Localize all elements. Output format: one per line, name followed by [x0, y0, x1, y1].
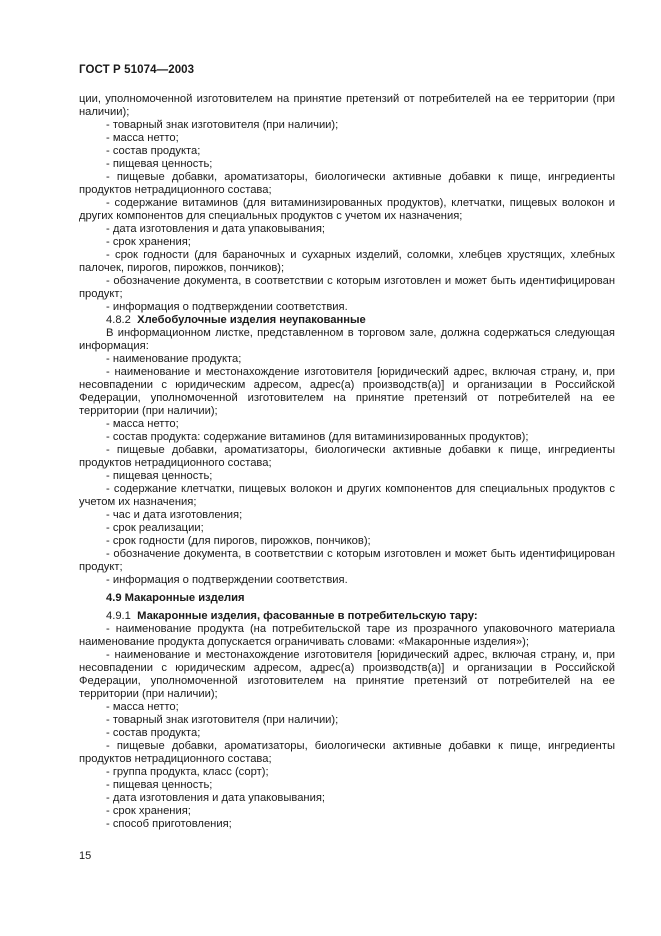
- list-item: - дата изготовления и дата упаковывания;: [106, 792, 326, 804]
- section-number: 4.9.1: [106, 610, 131, 622]
- list-item: - срок годности (для бараночных и сухарных изделий, соломки, хлебцев хрустящих, хлебных палочек, пирогов, пирожков, пончиков);: [79, 249, 615, 274]
- paragraph: В информационном листке, представленном в торговом зале, должна содержаться следующая информация:: [79, 327, 615, 352]
- list-item: - час и дата изготовления;: [106, 509, 243, 521]
- section-title: Макаронные изделия, фасованные в потребительскую тару:: [137, 610, 478, 622]
- list-item: - пищевые добавки, ароматизаторы, биологически активные добавки к пище, ингредиенты продуктов нетрадиционного состава;: [79, 444, 615, 469]
- list-item: - способ приготовления;: [106, 818, 232, 830]
- list-item: - обозначение документа, в соответствии с которым изготовлен и может быть идентифицирован продукт;: [79, 275, 615, 300]
- list-item: - дата изготовления и дата упаковывания;: [106, 223, 326, 235]
- list-item: - наименование продукта (на потребительской таре из прозрачного упаковочного материала наименование продукта допускается ограничивать словами: «Макаронные изделия»);: [79, 623, 615, 648]
- section-heading-4-9-1: [79, 610, 615, 623]
- list-item: - масса нетто;: [106, 132, 179, 144]
- list-item: - состав продукта: содержание витаминов (для витаминизированных продуктов);: [106, 431, 529, 443]
- list-item: - обозначение документа, в соответствии с которым изготовлен и может быть идентифицирован продукт;: [79, 548, 615, 573]
- list-item: - содержание клетчатки, пищевых волокон и других компонентов для специальных продуктов с учетом их назначения;: [79, 483, 615, 508]
- list-item: - информация о подтверждении соответствия.: [106, 574, 348, 586]
- list-item: - группа продукта, класс (сорт);: [106, 766, 269, 778]
- list-item: - товарный знак изготовителя (при наличии);: [106, 714, 339, 726]
- list-item: - состав продукта;: [106, 727, 201, 739]
- list-item: - срок реализации;: [106, 522, 204, 534]
- page-body: [79, 93, 615, 831]
- list-item: - информация о подтверждении соответствия.: [106, 301, 348, 313]
- list-item: - товарный знак изготовителя (при наличии);: [106, 119, 339, 131]
- list-item: - масса нетто;: [106, 701, 179, 713]
- document-code: ГОСТ Р 51074—2003: [79, 64, 195, 76]
- page-number: 15: [79, 850, 92, 862]
- paragraph: ции, уполномоченной изготовителем на принятие претензий от потребителей на ее территории (при наличии);: [79, 93, 615, 118]
- section-heading-4-8-2: [79, 314, 615, 327]
- list-item: - наименование и местонахождение изготовителя [юридический адрес, включая страну, и, при несовпадении с юридическим адресом, адрес(а) производств(а)] и организации в Российской Федерации, уполномоченной изготовителем на принятие претензий от потребителей на ее территории (при наличии);: [79, 649, 615, 700]
- section-number: 4.8.2: [106, 314, 131, 326]
- list-item: - срок годности (для пирогов, пирожков, пончиков);: [106, 535, 371, 547]
- list-item: - пищевая ценность;: [106, 470, 213, 482]
- list-item: - пищевая ценность;: [106, 779, 213, 791]
- list-item: - масса нетто;: [106, 418, 179, 430]
- list-item: - содержание витаминов (для витаминизированных продуктов), клетчатки, пищевых волокон и других компонентов для специальных продуктов с учетом их назначения;: [79, 197, 615, 222]
- section-heading-4-9: 4.9 Макаронные изделия: [106, 592, 245, 604]
- list-item: - срок хранения;: [106, 805, 191, 817]
- list-item: - срок хранения;: [106, 236, 191, 248]
- section-title: Хлебобулочные изделия неупакованные: [137, 314, 366, 326]
- list-item: - наименование продукта;: [106, 353, 242, 365]
- list-item: - пищевая ценность;: [106, 158, 213, 170]
- list-item: - состав продукта;: [106, 145, 201, 157]
- list-item: - наименование и местонахождение изготовителя [юридический адрес, включая страну, и, при несовпадении с юридическим адресом, адрес(а) производств(а)] и организации в Российской Федерации, уполномоченной изготовителем на принятие претензий от потребителей на ее территории (при наличии);: [79, 366, 615, 417]
- list-item: - пищевые добавки, ароматизаторы, биологически активные добавки к пище, ингредиенты продуктов нетрадиционного состава;: [79, 171, 615, 196]
- list-item: - пищевые добавки, ароматизаторы, биологически активные добавки к пище, ингредиенты продуктов нетрадиционного состава;: [79, 740, 615, 765]
